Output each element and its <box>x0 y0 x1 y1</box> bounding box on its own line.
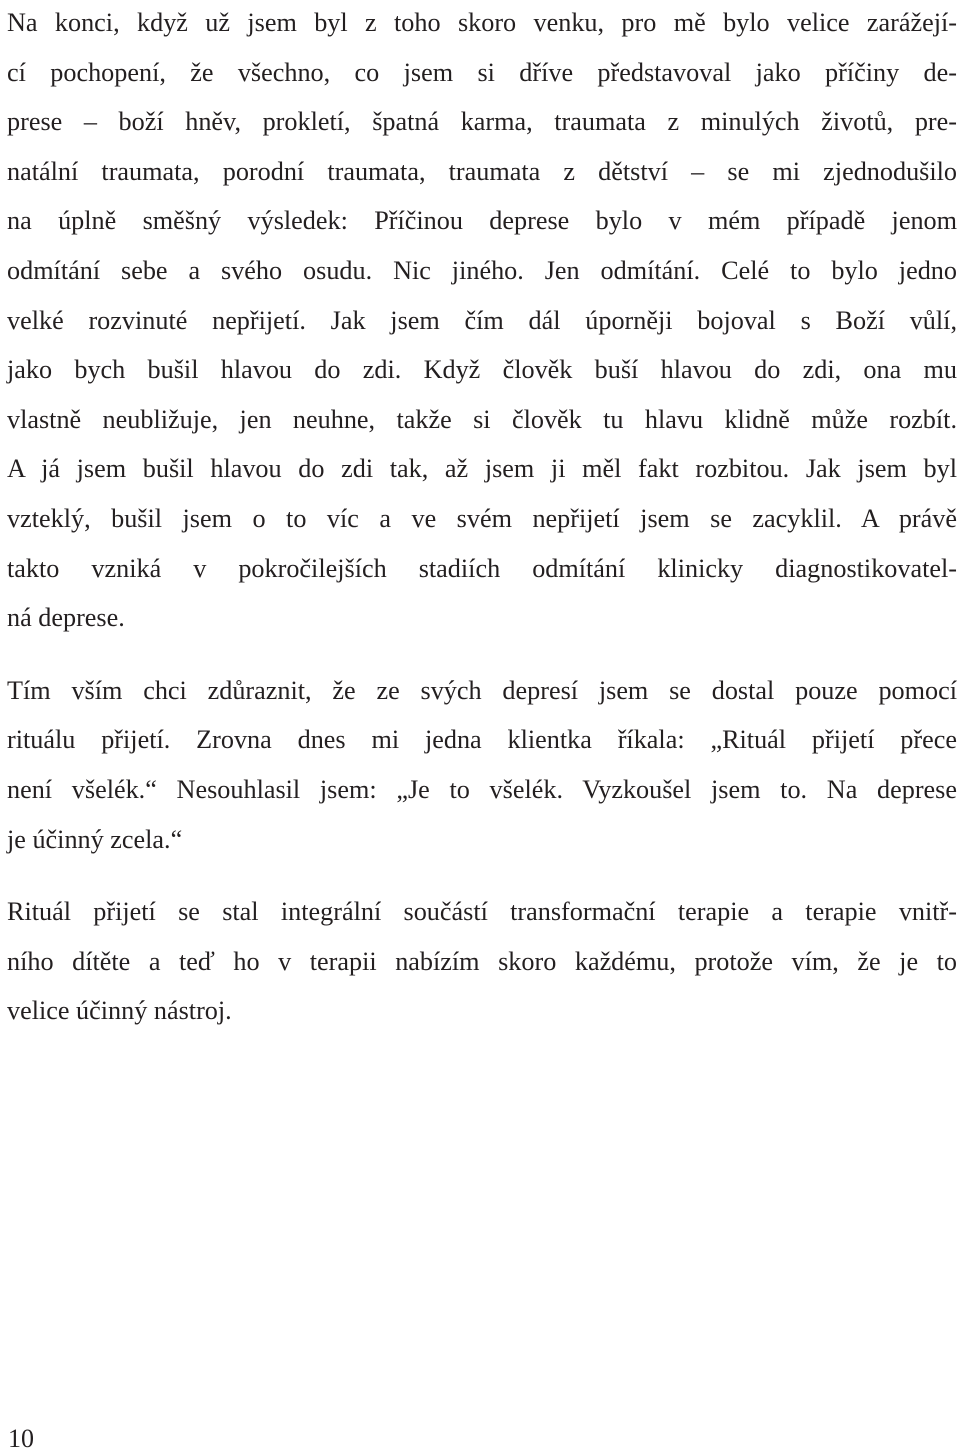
text-line: velice účinný nástroj. <box>7 996 232 1026</box>
text-line: Na konci, když už jsem byl z toho skoro venku, pro mě bylo velice zarážejí- <box>7 8 957 37</box>
text-line: Rituál přijetí se stal integrální součástí transformační terapie a terapie vnitř- <box>7 897 957 927</box>
text-line: cí pochopení, že všechno, co jsem si dříve představoval jako příčiny de- <box>7 57 957 87</box>
text-line: na úplně směšný výsledek: Příčinou deprese bylo v mém případě jenom <box>7 206 957 236</box>
text-line: Tím vším chci zdůraznit, že ze svých depresí jsem se dostal pouze pomocí <box>7 675 957 705</box>
text-line: natální traumata, porodní traumata, traumata z dětství – se mi zjednodušilo <box>7 156 957 186</box>
text-line: velké rozvinuté nepřijetí. Jak jsem čím dál úporněji bojoval s Boží vůlí, <box>7 305 957 335</box>
paragraph-3 <box>7 887 957 1036</box>
text-line: rituálu přijetí. Zrovna dnes mi jedna klientka říkala: „Rituál přijetí přece <box>7 725 957 755</box>
paragraph-1 <box>7 0 957 643</box>
text-line: A já jsem bušil hlavou do zdi tak, až jsem ji měl fakt rozbitou. Jak jsem byl <box>7 454 957 484</box>
page-number: 10 <box>8 1424 34 1453</box>
text-line: jako bych bušil hlavou do zdi. Když člověk buší hlavou do zdi, ona mu <box>7 355 957 385</box>
text-line: je účinný zcela.“ <box>7 824 183 854</box>
text-line: odmítání sebe a svého osudu. Nic jiného. Jen odmítání. Celé to bylo jedno <box>7 255 957 285</box>
text-line: vzteklý, bušil jsem o to víc a ve svém nepřijetí jsem se zacyklil. A právě <box>7 503 957 533</box>
text-line: není všelék.“ Nesouhlasil jsem: „Je to všelék. Vyzkoušel jsem to. Na deprese <box>7 774 957 804</box>
paragraph-2 <box>7 666 957 864</box>
text-line: prese – boží hněv, prokletí, špatná karma, traumata z minulých životů, pre- <box>7 107 957 137</box>
text-line: ná deprese. <box>7 603 125 633</box>
text-line: ního dítěte a teď ho v terapii nabízím skoro každému, protože vím, že je to <box>7 946 957 976</box>
text-line: vlastně neubližuje, jen neuhne, takže si člověk tu hlavu klidně může rozbít. <box>7 404 957 434</box>
text-line: takto vzniká v pokročilejších stadiích odmítání klinicky diagnostikovatel- <box>7 553 957 583</box>
body-text <box>7 0 957 1059</box>
